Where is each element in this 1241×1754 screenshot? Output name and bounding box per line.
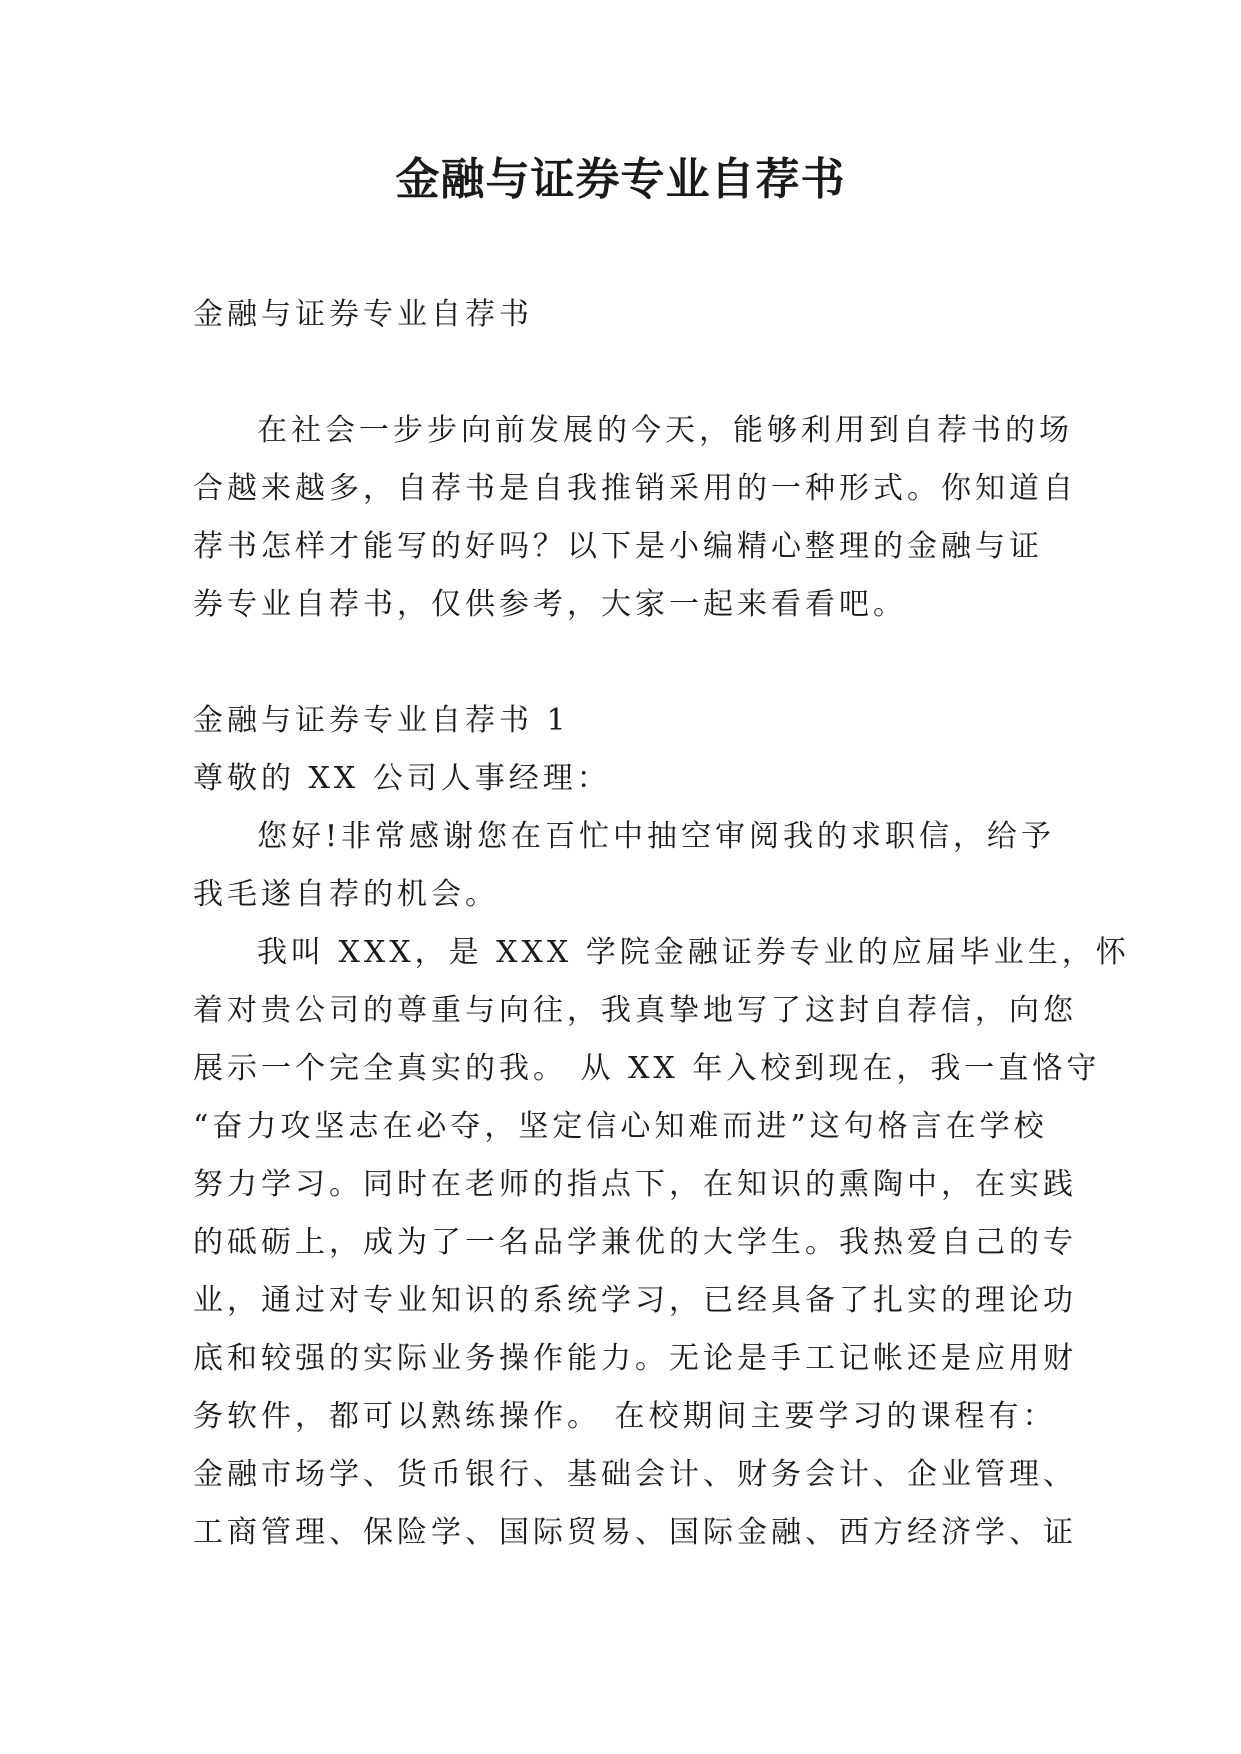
greeting-line: 我毛遂自荐的机会。 [193, 877, 499, 912]
greeting-line: 您好!非常感谢您在百忙中抽空审阅我的求职信，给予 [257, 819, 1056, 854]
document-title: 金融与证券专业自荐书 [395, 154, 846, 205]
body-line: 的砥砺上，成为了一名品学兼优的大学生。我热爱自己的专 [193, 1225, 1077, 1260]
section-heading: 金融与证券专业自荐书 1 [193, 703, 570, 738]
body-line: 努力学习。同时在老师的指点下，在知识的熏陶中，在实践 [193, 1167, 1077, 1202]
body-line: 工商管理、保险学、国际贸易、国际金融、西方经济学、证 [193, 1515, 1077, 1550]
salutation: 尊敬的 XX 公司人事经理： [193, 761, 611, 796]
body-line: 金融市场学、货币银行、基础会计、财务会计、企业管理、 [193, 1457, 1077, 1492]
blank-line [193, 634, 1073, 692]
body-line: 底和较强的实际业务操作能力。无论是手工记帐还是应用财 [193, 1341, 1077, 1376]
body-line: “奋力攻坚志在必夺，坚定信心知难而进”这句格言在学校 [193, 1109, 1048, 1144]
intro-line: 券专业自荐书，仅供参考，大家一起来看看吧。 [193, 587, 907, 622]
intro-line: 荐书怎样才能写的好吗？以下是小编精心整理的金融与证 [193, 529, 1043, 564]
body-line: 着对贵公司的尊重与向往，我真挚地写了这封自荐信，向您 [193, 993, 1077, 1028]
body-line: 业，通过对专业知识的系统学习，已经具备了扎实的理论功 [193, 1283, 1077, 1318]
document-subtitle: 金融与证券专业自荐书 [193, 297, 533, 332]
body-line: 我叫 XXX，是 XXX 学院金融证券专业的应届毕业生，怀 [257, 935, 1130, 970]
body-line: 展示一个完全真实的我。 从 XX 年入校到现在，我一直恪守 [193, 1051, 1101, 1086]
intro-line: 在社会一步步向前发展的今天，能够利用到自荐书的场 [257, 413, 1073, 448]
intro-line: 合越来越多，自荐书是自我推销采用的一种形式。你知道自 [193, 471, 1077, 506]
blank-line [193, 344, 1073, 402]
body-line: 务软件，都可以熟练操作。 在校期间主要学习的课程有： [193, 1399, 1057, 1434]
document-body [193, 286, 1130, 1562]
